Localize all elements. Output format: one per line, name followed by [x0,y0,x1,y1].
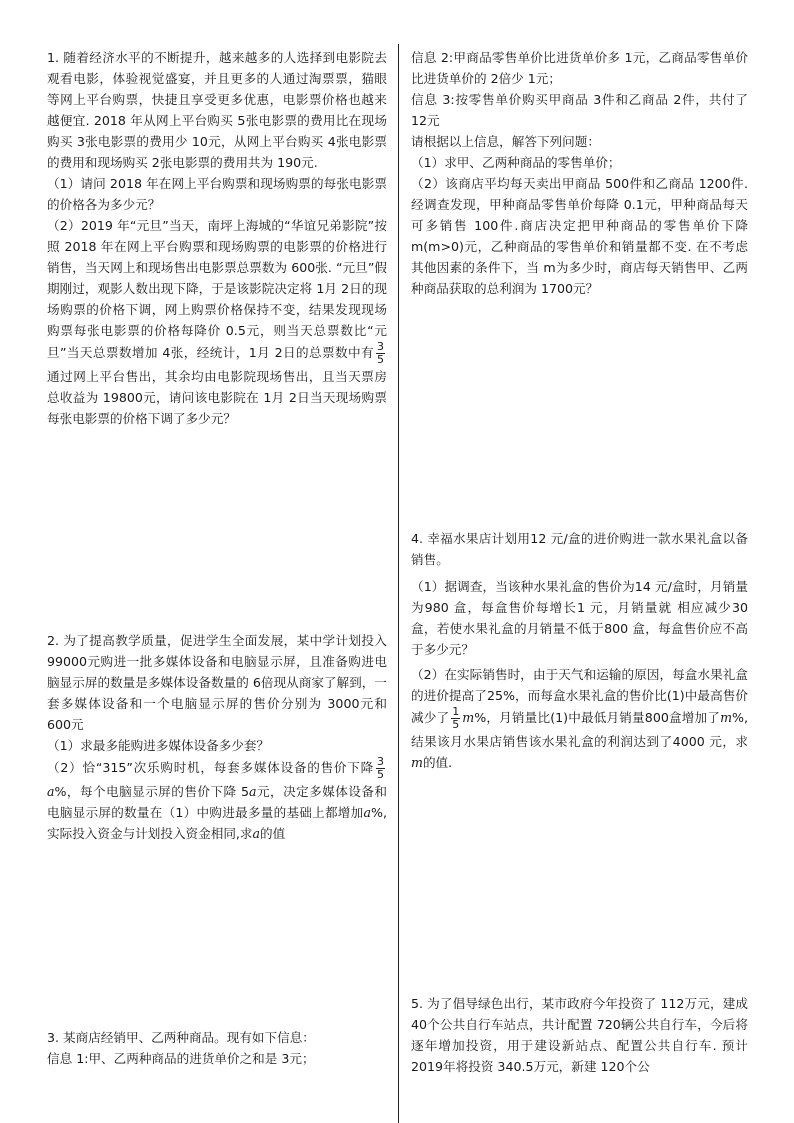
q2-part1: （1）求最多能购进多媒体设备多少套？ [47,738,270,753]
q5-intro: 5. 为了倡导绿色出行，某市政府今年投资了 112万元，建成 40个公共自行车站点，共计配置 720辆公共自行车，今后将逐年增加投资，用于建设新站点、配置公共自行车. 预计 2019年将投资 340.5万元，新建 120个公 [411,996,748,1074]
fraction-three-fifths: $\frac{3}{5}$ [377,340,384,366]
q3-part2: （2）该商店平均每天卖出甲商品 500件和乙商品 1200件. 经调查发现，甲种商品零售单价每降 0.1元，甲种商品每天可多销售 100件.商店决定把甲种商品的零售单价下降 m(m>0)元，乙种商品的零售单价和销量都不变. 在不考虑其他因素的条件下，当 m为多少时，商店每天销售甲、乙两种商品获取的总利润为 1700元？ [411,176,748,296]
q3-info3: 信息 3:按零售单价购买甲商品 3件和乙商品 2件，共付了 12元 [411,92,748,128]
q1-intro: 1. 随着经济水平的不断提升，越来越多的人选择到电影院去观看电影，体验视觉盛宴，并且更多的人通过淘票票，猫眼等网上平台购票，快捷且享受更多优惠，电影票价格也越来越便宜. 2018 年从网上平台购买 5张电影票的费用比在现场购买 3张电影票的费用少 10元，从网上平台购买 4张电影票的费用和现场购买 2张电影票的费用共为 190元. [47,50,387,170]
question-5 [411,993,748,1077]
q3-info2: 信息 2:甲商品零售单价比进货单价多 1元，乙商品零售单价比进货单价的 2倍少 1元； [411,50,748,86]
question-3-cont [411,47,748,299]
question-1 [47,47,387,429]
q1-part2: （2）2019 年“元旦”当天，南坪上海城的“华谊兄弟影院”按照 2018 年在网上平台购票和现场购票的电影票的价格进行销售，当天网上和现场售出电影票总票数为 600张. “元旦”假期刚过，观影人数出现下降，于是该影院决定将 1月 2日的现场购票的价格下调，网上购票价格保持不变，结果发现现场购票每张电影票的价格每降价 0.5元，则当天总票数比“元旦”当天总票数增加 4张，经统计，1月 2日的总票数中有 $\frac{3}{5}$ 通过网上平台售出，其余均由电影院现场售出，且当天票房总收益为 19800元，请问该电影院在 1月 2日当天现场购票每张电影票的价格下调了多少元？ [47,218,387,426]
q4-part1: （1）据调查，当该种水果礼盒的售价为14 元/盒时，月销量为980 盒，每盒售价每增长1 元，月销量就 相应减少30 盒，若使水果礼盒的月销量不低于800 盒，每盒售价应不高于多少元？ [411,579,748,657]
q3-info1: 信息 1:甲、乙两种商品的进货单价之和是 3元； [47,1051,315,1066]
q3-ask: 请根据以上信息，解答下列问题： [411,134,600,149]
q4-intro: 4. 幸福水果店计划用12 元/盒的进价购进一款水果礼盒以备销售。 [411,531,748,567]
fraction-one-fifth: $\frac{1}{5}$ [452,705,460,731]
question-3-start [47,1027,387,1069]
q4-part2: （2）在实际销售时，由于天气和运输的原因，每盒水果礼盒的进价提高了25%，而每盒水果礼盒的售价比(1)中最高售价减少了 $\frac{1}{5}$ m%，月销量比(1)中最低月销量800盒增加了m%,结果该月水果店销售该水果礼盒的利润达到了4000 元，求m的值. [411,667,749,770]
q3-intro: 3. 某商店经销甲、乙两种商品。现有如下信息： [47,1030,315,1045]
q2-intro: 2. 为了提高教学质量，促进学生全面发展，某中学计划投入 99000元购进一批多媒体设备和电脑显示屏，且准备购进电脑显示屏的数量是多媒体设备数量的 6倍现从商家了解到，一套多媒体设备和一个电脑显示屏的售价分别为 3000元和 600元 [47,633,387,732]
column-divider [398,44,399,1123]
q2-part2: （2）恰“315”次乐购时机，每套多媒体设备的售价下降 $\frac{3}{5}$ a%，每个电脑显示屏的售价下降 5a元，决定多媒体设备和电脑显示屏的数量在（1）中购进最多量的基础上都增加a%,实际投入资金与计划投入资金相同,求a的值 [47,755,387,841]
q1-part1: （1）请问 2018 年在网上平台购票和现场购票的每张电影票的价格各为多少元？ [47,176,387,212]
q3-part1: （1）求甲、乙两种商品的零售单价； [411,155,621,170]
fraction-three-fifths: $\frac{3}{5}$ [377,755,384,781]
question-2 [47,630,387,844]
question-4 [411,528,748,773]
